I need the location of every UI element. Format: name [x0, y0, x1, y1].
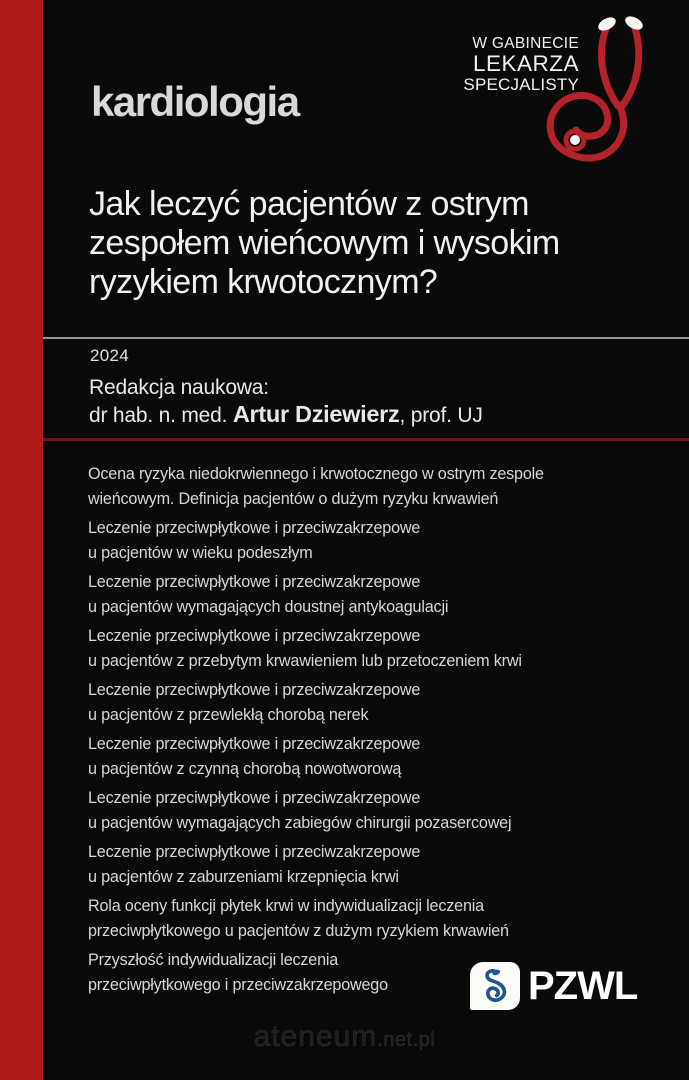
topic-line: u pacjentów w wieku podeszłym	[88, 544, 313, 562]
topic-item	[88, 570, 628, 620]
watermark-suffix: .net.pl	[377, 1029, 436, 1051]
topic-line: Rola oceny funkcji płytek krwi w indywidualizacji leczenia	[88, 897, 484, 915]
badge-line-2: LEKARZA	[472, 51, 579, 76]
topic-line: Leczenie przeciwpłytkowe i przeciwzakrzepowe	[88, 735, 421, 753]
editors-label: Redakcja naukowa:	[89, 376, 269, 399]
topic-line: Leczenie przeciwpłytkowe i przeciwzakrzepowe	[88, 627, 421, 645]
topic-line: wieńcowym. Definicja pacjentów o dużym ryzyku krwawień	[88, 490, 499, 508]
main-title-line-2: zespołem wieńcowym i wysokim	[89, 224, 560, 262]
badge-line-1: W GABINECIE	[472, 35, 579, 52]
topic-line: u pacjentów z zaburzeniami krzepnięcia krwi	[88, 868, 399, 886]
topic-item	[88, 678, 628, 728]
topic-line: u pacjentów wymagających doustnej antykoagulacji	[88, 598, 449, 616]
topic-item	[88, 786, 628, 836]
topics-list	[88, 462, 628, 1002]
watermark	[0, 1020, 689, 1054]
pzwl-snake-icon	[473, 965, 517, 1007]
divider-bottom	[43, 438, 689, 441]
topic-line: przeciwpłytkowego i przeciwzakrzepowego	[88, 976, 388, 994]
editors-block	[89, 374, 483, 429]
topic-line: Przyszłość indywidualizacji leczenia	[88, 951, 339, 969]
topic-line: Leczenie przeciwpłytkowe i przeciwzakrzepowe	[88, 681, 421, 699]
topic-item	[88, 732, 628, 782]
left-red-stripe	[0, 0, 43, 1080]
divider-top	[43, 337, 689, 339]
topic-item	[88, 624, 628, 674]
series-title: kardiologia	[91, 78, 299, 125]
pzwl-logo-box	[470, 962, 520, 1010]
topic-line: Leczenie przeciwpłytkowe i przeciwzakrzepowe	[88, 789, 421, 807]
watermark-main: ateneum	[253, 1020, 378, 1053]
topic-line: u pacjentów z przebytym krwawieniem lub przetoczeniem krwi	[88, 652, 522, 670]
topic-line: Leczenie przeciwpłytkowe i przeciwzakrzepowe	[88, 573, 421, 591]
topic-item	[88, 894, 628, 944]
topic-line: u pacjentów z przewlekłą chorobą nerek	[88, 706, 369, 724]
topic-item	[88, 516, 628, 566]
editor-name: Artur Dziewierz	[232, 401, 400, 427]
editor-degrees: dr hab. n. med.	[89, 404, 233, 427]
main-title-line-3: ryzykiem krwotocznym?	[89, 263, 438, 301]
editor-suffix: , prof. UJ	[399, 404, 483, 427]
topic-line: przeciwpłytkowego u pacjentów z dużym ryzykiem krwawień	[88, 922, 509, 940]
topic-line: Ocena ryzyka niedokrwiennego i krwotocznego w ostrym zespole	[88, 465, 544, 483]
badge-line-3: SPECJALISTY	[463, 75, 579, 94]
topic-line: u pacjentów z czynną chorobą nowotworową	[88, 760, 402, 778]
topic-line: Leczenie przeciwpłytkowe i przeciwzakrzepowe	[88, 843, 421, 861]
main-title	[89, 185, 560, 302]
stethoscope-icon	[528, 6, 688, 178]
topic-item	[88, 462, 628, 512]
main-title-line-1: Jak leczyć pacjentów z ostrym	[89, 185, 529, 223]
editors-line	[89, 401, 483, 429]
topic-item	[88, 840, 628, 890]
publisher-logo	[470, 962, 637, 1010]
topic-line: Leczenie przeciwpłytkowe i przeciwzakrzepowe	[88, 519, 421, 537]
edition-year: 2024	[90, 346, 130, 365]
topic-line: u pacjentów wymagających zabiegów chirurgii pozasercowej	[88, 814, 512, 832]
publisher-name: PZWL	[528, 963, 638, 1008]
